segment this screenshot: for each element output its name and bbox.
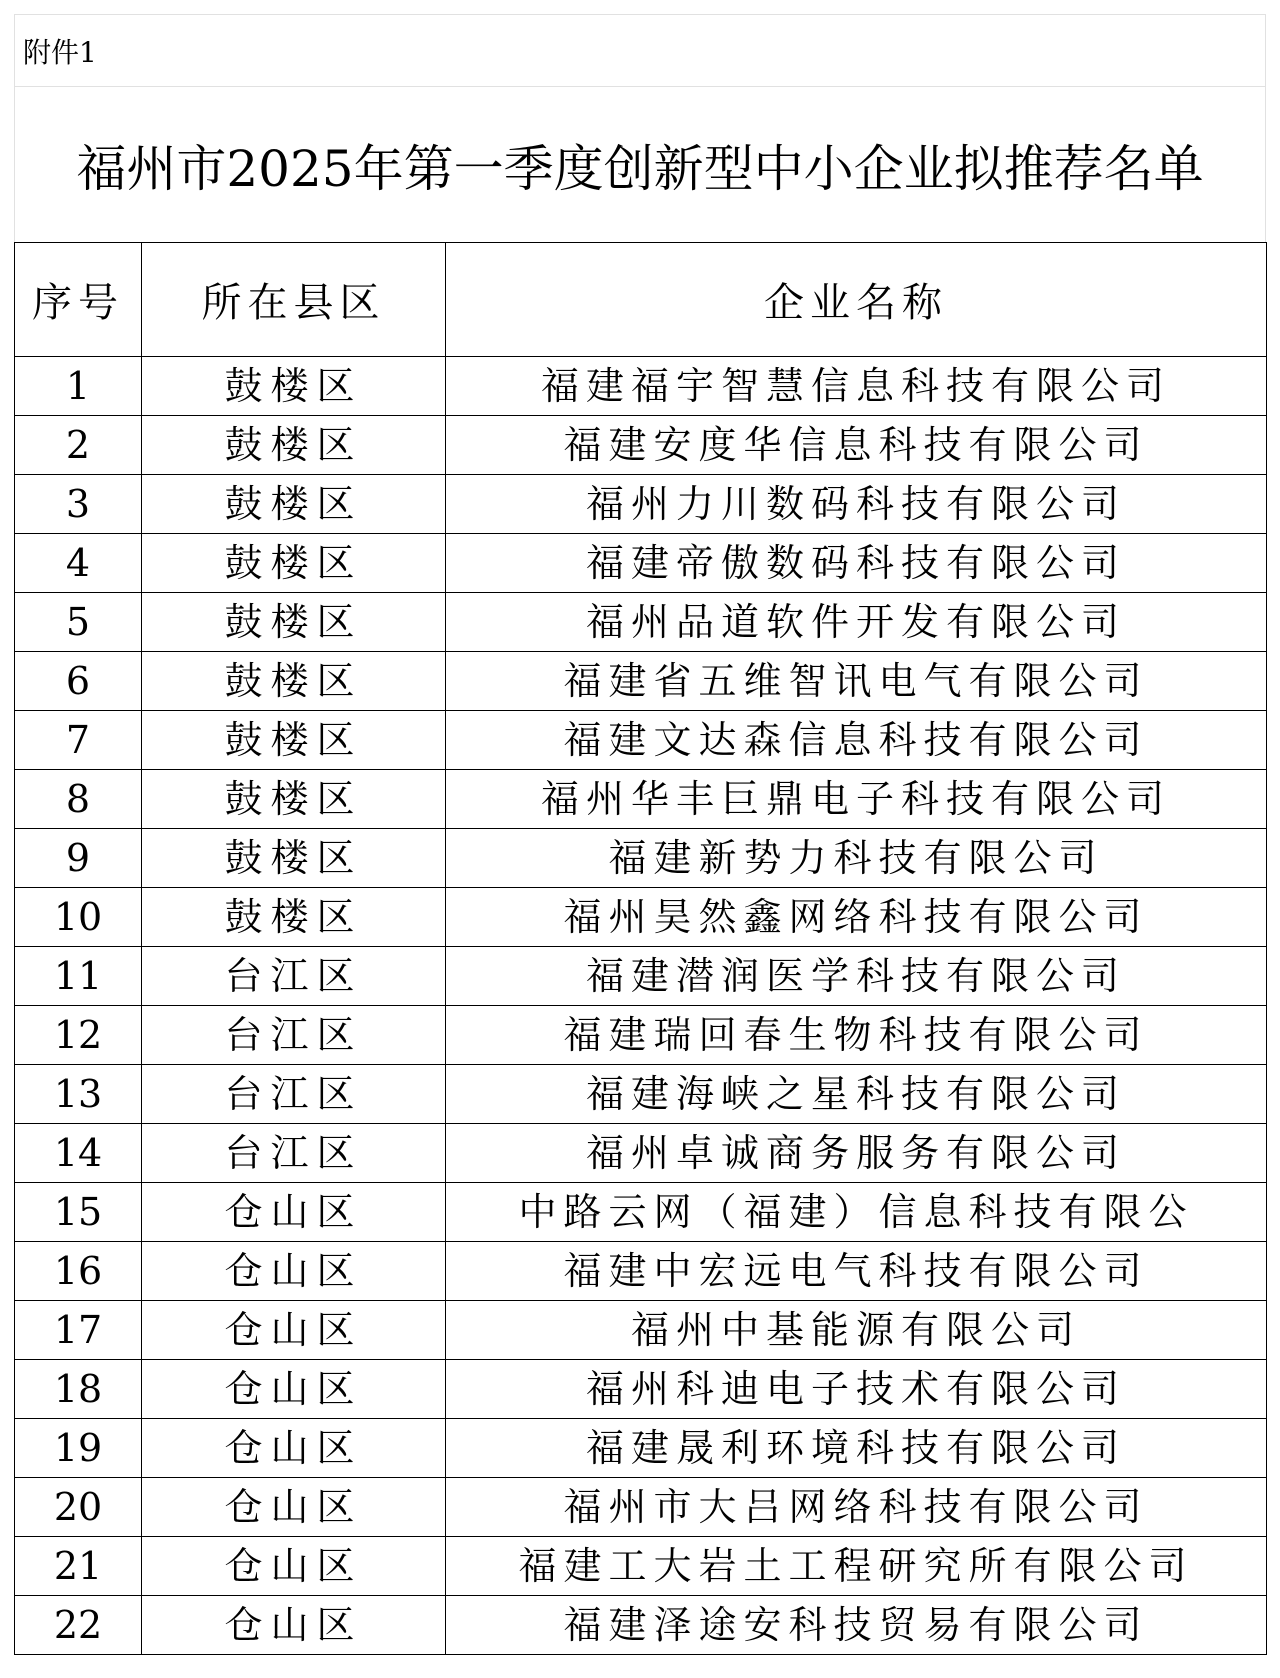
table-header-row bbox=[15, 243, 1267, 357]
title-row bbox=[14, 87, 1266, 242]
cell-company-name: 福建晟利环境科技有限公司 bbox=[446, 1419, 1267, 1478]
cell-serial: 6 bbox=[15, 652, 142, 711]
cell-serial: 15 bbox=[15, 1183, 142, 1242]
attachment-label-row bbox=[14, 14, 1266, 87]
header-company-name: 企业名称 bbox=[446, 243, 1267, 357]
cell-district: 鼓楼区 bbox=[142, 652, 446, 711]
cell-company-name: 福建省五维智讯电气有限公司 bbox=[446, 652, 1267, 711]
table-row bbox=[15, 652, 1267, 711]
cell-serial: 13 bbox=[15, 1065, 142, 1124]
cell-serial: 22 bbox=[15, 1596, 142, 1655]
cell-company-name: 福建福宇智慧信息科技有限公司 bbox=[446, 357, 1267, 416]
cell-company-name: 福州昊然鑫网络科技有限公司 bbox=[446, 888, 1267, 947]
table-row bbox=[15, 888, 1267, 947]
cell-company-name: 福州品道软件开发有限公司 bbox=[446, 593, 1267, 652]
cell-district: 台江区 bbox=[142, 1065, 446, 1124]
cell-company-name: 福州科迪电子技术有限公司 bbox=[446, 1360, 1267, 1419]
table-row bbox=[15, 1301, 1267, 1360]
table-row bbox=[15, 1596, 1267, 1655]
cell-district: 鼓楼区 bbox=[142, 888, 446, 947]
table-row bbox=[15, 593, 1267, 652]
cell-serial: 2 bbox=[15, 416, 142, 475]
cell-district: 鼓楼区 bbox=[142, 534, 446, 593]
table-row bbox=[15, 416, 1267, 475]
cell-serial: 11 bbox=[15, 947, 142, 1006]
cell-company-name: 福建安度华信息科技有限公司 bbox=[446, 416, 1267, 475]
cell-district: 台江区 bbox=[142, 1006, 446, 1065]
cell-serial: 9 bbox=[15, 829, 142, 888]
cell-company-name: 福建泽途安科技贸易有限公司 bbox=[446, 1596, 1267, 1655]
table-row bbox=[15, 1124, 1267, 1183]
cell-serial: 21 bbox=[15, 1537, 142, 1596]
cell-company-name: 福建新势力科技有限公司 bbox=[446, 829, 1267, 888]
cell-serial: 10 bbox=[15, 888, 142, 947]
cell-district: 鼓楼区 bbox=[142, 416, 446, 475]
table-row bbox=[15, 1242, 1267, 1301]
table-row bbox=[15, 1065, 1267, 1124]
cell-serial: 3 bbox=[15, 475, 142, 534]
cell-serial: 8 bbox=[15, 770, 142, 829]
table-row bbox=[15, 770, 1267, 829]
cell-company-name: 福建瑞回春生物科技有限公司 bbox=[446, 1006, 1267, 1065]
cell-company-name: 福建潜润医学科技有限公司 bbox=[446, 947, 1267, 1006]
attachment-label: 附件1 bbox=[23, 35, 97, 69]
table-row bbox=[15, 475, 1267, 534]
cell-company-name: 福州力川数码科技有限公司 bbox=[446, 475, 1267, 534]
cell-district: 台江区 bbox=[142, 1124, 446, 1183]
table-row bbox=[15, 711, 1267, 770]
cell-district: 仓山区 bbox=[142, 1596, 446, 1655]
cell-district: 台江区 bbox=[142, 947, 446, 1006]
table-body bbox=[15, 357, 1267, 1655]
table-row bbox=[15, 829, 1267, 888]
cell-district: 仓山区 bbox=[142, 1301, 446, 1360]
cell-company-name: 福州卓诚商务服务有限公司 bbox=[446, 1124, 1267, 1183]
cell-serial: 5 bbox=[15, 593, 142, 652]
cell-district: 仓山区 bbox=[142, 1419, 446, 1478]
table-row bbox=[15, 1537, 1267, 1596]
header-district: 所在县区 bbox=[142, 243, 446, 357]
table-row bbox=[15, 947, 1267, 1006]
cell-company-name: 福州中基能源有限公司 bbox=[446, 1301, 1267, 1360]
cell-serial: 1 bbox=[15, 357, 142, 416]
table-row bbox=[15, 1419, 1267, 1478]
table-row bbox=[15, 1183, 1267, 1242]
cell-district: 鼓楼区 bbox=[142, 475, 446, 534]
cell-district: 鼓楼区 bbox=[142, 711, 446, 770]
cell-serial: 4 bbox=[15, 534, 142, 593]
cell-company-name: 福建中宏远电气科技有限公司 bbox=[446, 1242, 1267, 1301]
cell-company-name: 福建工大岩土工程研究所有限公司 bbox=[446, 1537, 1267, 1596]
cell-company-name: 福建文达森信息科技有限公司 bbox=[446, 711, 1267, 770]
cell-district: 仓山区 bbox=[142, 1537, 446, 1596]
cell-district: 仓山区 bbox=[142, 1478, 446, 1537]
cell-serial: 16 bbox=[15, 1242, 142, 1301]
cell-company-name: 福建帝傲数码科技有限公司 bbox=[446, 534, 1267, 593]
cell-serial: 20 bbox=[15, 1478, 142, 1537]
cell-serial: 12 bbox=[15, 1006, 142, 1065]
cell-company-name: 中路云网（福建）信息科技有限公 bbox=[446, 1183, 1267, 1242]
cell-company-name: 福州市大吕网络科技有限公司 bbox=[446, 1478, 1267, 1537]
table-row bbox=[15, 1478, 1267, 1537]
spreadsheet-sheet bbox=[14, 14, 1266, 1678]
cell-serial: 14 bbox=[15, 1124, 142, 1183]
cell-serial: 18 bbox=[15, 1360, 142, 1419]
cell-district: 鼓楼区 bbox=[142, 829, 446, 888]
page-title: 福州市2025年第一季度创新型中小企业拟推荐名单 bbox=[76, 139, 1204, 198]
header-serial: 序号 bbox=[15, 243, 142, 357]
cell-district: 仓山区 bbox=[142, 1183, 446, 1242]
table-row bbox=[15, 357, 1267, 416]
table-row bbox=[15, 1006, 1267, 1065]
cell-district: 鼓楼区 bbox=[142, 770, 446, 829]
cell-serial: 7 bbox=[15, 711, 142, 770]
cell-district: 仓山区 bbox=[142, 1360, 446, 1419]
enterprise-table bbox=[14, 242, 1267, 1655]
cell-company-name: 福建海峡之星科技有限公司 bbox=[446, 1065, 1267, 1124]
cell-district: 仓山区 bbox=[142, 1242, 446, 1301]
cell-district: 鼓楼区 bbox=[142, 593, 446, 652]
cell-serial: 17 bbox=[15, 1301, 142, 1360]
cell-serial: 19 bbox=[15, 1419, 142, 1478]
table-row bbox=[15, 1360, 1267, 1419]
cell-district: 鼓楼区 bbox=[142, 357, 446, 416]
cell-company-name: 福州华丰巨鼎电子科技有限公司 bbox=[446, 770, 1267, 829]
table-row bbox=[15, 534, 1267, 593]
